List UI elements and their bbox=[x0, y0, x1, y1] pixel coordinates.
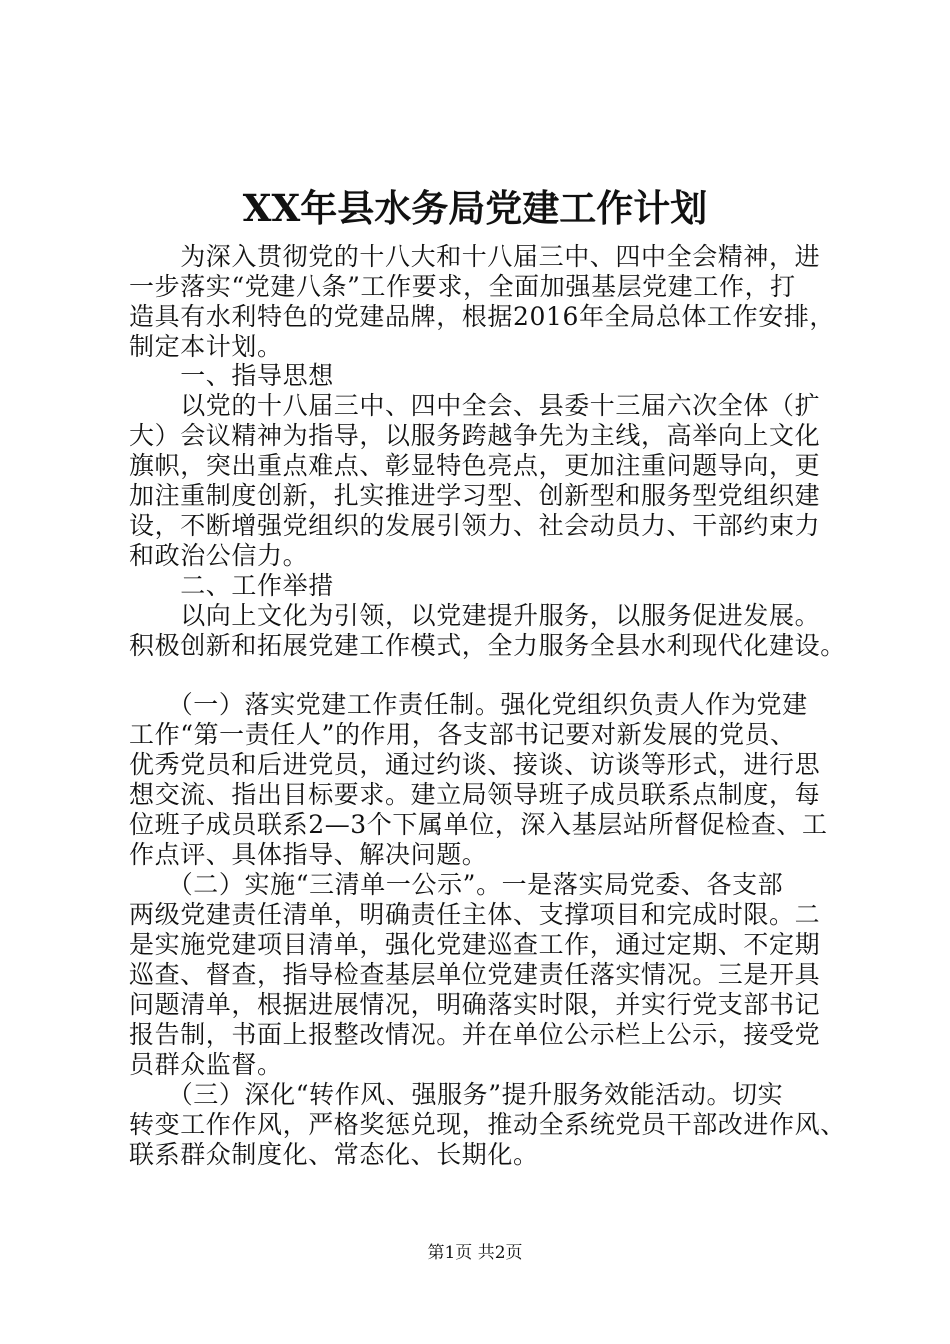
body-line: 以向上文化为引领，以党建提升服务，以服务促进发展。 bbox=[129, 601, 821, 630]
body-line: 巡查、督查，指导检查基层单位党建责任落实情况。三是开具 bbox=[129, 960, 821, 989]
body-line: 以党的十八届三中、四中全会、县委十三届六次全体（扩 bbox=[129, 391, 821, 420]
body-line: 和政治公信力。 bbox=[129, 541, 309, 570]
body-line: 两级党建责任清单，明确责任主体、支撑项目和完成时限。二 bbox=[129, 900, 821, 929]
body-line: 是实施党建项目清单，强化党建巡查工作，通过定期、不定期 bbox=[129, 930, 821, 959]
body-line: 积极创新和拓展党建工作模式，全力服务全县水利现代化建设。 bbox=[129, 631, 846, 660]
page-number-footer: 第1页 共2页 bbox=[427, 1243, 523, 1263]
section-heading-guiding-thought: 一、指导思想 bbox=[129, 361, 334, 390]
body-line: 作点评、具体指导、解决问题。 bbox=[129, 840, 488, 869]
body-line: 问题清单，根据进展情况，明确落实时限，并实行党支部书记 bbox=[129, 990, 821, 1019]
body-line: 设，不断增强党组织的发展引领力、社会动员力、干部约束力 bbox=[129, 511, 821, 540]
body-line: 员群众监督。 bbox=[129, 1050, 283, 1079]
body-line: 旗帜，突出重点难点、彰显特色亮点，更加注重问题导向，更 bbox=[129, 451, 821, 480]
body-line: 制定本计划。 bbox=[129, 332, 283, 361]
body-line: 大）会议精神为指导，以服务跨越争先为主线，高举向上文化 bbox=[129, 421, 821, 450]
body-line: （二）实施“三清单一公示”。一是落实局党委、各支部 bbox=[129, 870, 784, 899]
body-line: （一）落实党建工作责任制。强化党组织负责人作为党建 bbox=[129, 690, 808, 719]
body-line: 造具有水利特色的党建品牌，根据2016年全局总体工作安排， bbox=[129, 302, 836, 331]
body-line: 联系群众制度化、常态化、长期化。 bbox=[129, 1140, 539, 1169]
body-line: 为深入贯彻党的十八大和十八届三中、四中全会精神，进 bbox=[129, 242, 821, 271]
body-line: 位班子成员联系2—3个下属单位，深入基层站所督促检查、工 bbox=[129, 810, 828, 839]
section-heading-work-measures: 二、工作举措 bbox=[129, 571, 334, 600]
body-line: 转变工作作风，严格奖惩兑现，推动全系统党员干部改进作风、 bbox=[129, 1110, 846, 1139]
body-line: 加注重制度创新，扎实推进学习型、创新型和服务型党组织建 bbox=[129, 481, 821, 510]
body-line: 工作“第一责任人”的作用，各支部书记要对新发展的党员、 bbox=[129, 720, 796, 749]
body-line: 想交流、指出目标要求。建立局领导班子成员联系点制度，每 bbox=[129, 780, 821, 809]
body-line: （三）深化“转作风、强服务”提升服务效能活动。切实 bbox=[129, 1080, 784, 1109]
document-title: XX年县水务局党建工作计划 bbox=[242, 186, 708, 230]
body-line: 一步落实“党建八条”工作要求，全面加强基层党建工作，打 bbox=[129, 272, 796, 301]
body-line: 优秀党员和后进党员，通过约谈、接谈、访谈等形式，进行思 bbox=[129, 750, 821, 779]
body-line: 报告制，书面上报整改情况。并在单位公示栏上公示，接受党 bbox=[129, 1020, 821, 1049]
